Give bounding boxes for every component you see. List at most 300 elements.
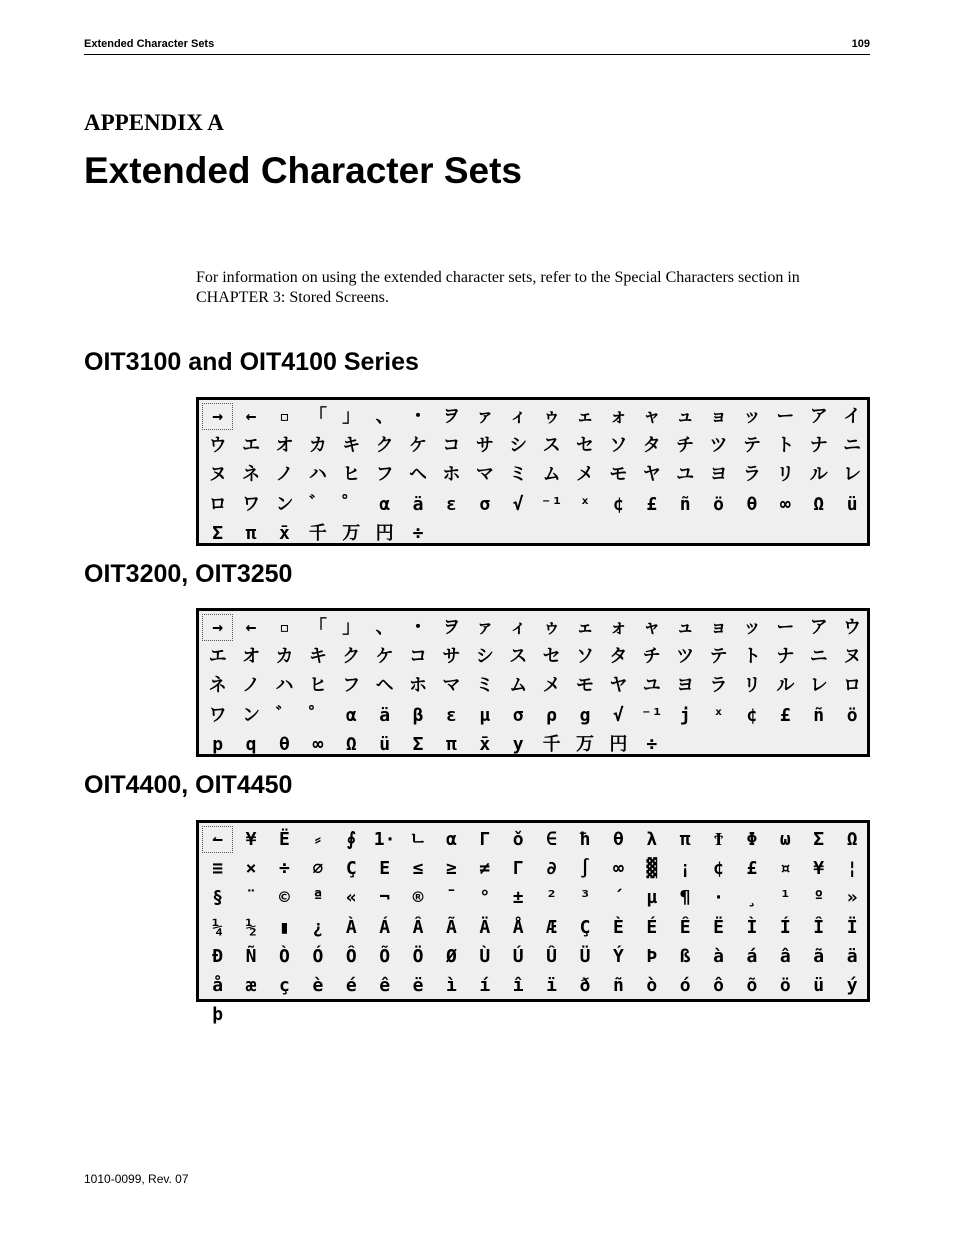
footer-doc-number: 1010-0099, Rev. 07 [84, 1172, 189, 1186]
char-cell: ユ [676, 464, 695, 486]
charset-box-oit3100 [196, 397, 870, 546]
char-cell: マ [475, 464, 494, 486]
char-cell: ó [679, 975, 691, 997]
char-cell: θ [612, 828, 624, 850]
char-cell: â [779, 945, 791, 967]
char-cell: ↼ [201, 825, 234, 854]
char-cell: ツ [676, 645, 695, 667]
char-cell: α [379, 493, 391, 515]
char-cell: λ [646, 828, 658, 850]
char-cell: ² [546, 887, 558, 909]
char-cell: ヤ [609, 675, 628, 697]
char-cell: ー [776, 616, 795, 638]
char-cell: α [446, 828, 457, 850]
char-cell: £ [746, 857, 758, 879]
char-cell: ρ [546, 704, 558, 726]
char-cell: ¡ [679, 857, 691, 879]
char-cell: Ï [846, 916, 858, 938]
char-cell: É [646, 916, 658, 938]
char-cell: ㄴ [409, 828, 427, 850]
appendix-label: APPENDIX A [84, 110, 224, 135]
char-cell: ・ [409, 616, 428, 638]
char-cell: ∞ [312, 733, 324, 755]
page-title: Extended Character Sets [84, 150, 523, 191]
page-number: 109 [851, 38, 870, 50]
char-cell: σ [512, 704, 524, 726]
char-cell: Ô [345, 945, 357, 967]
char-cell: ン [275, 493, 294, 515]
char-cell: Ò [279, 945, 290, 967]
char-cell: ヒ [342, 464, 361, 486]
char-cell: ル [809, 464, 828, 486]
char-cell: モ [609, 464, 628, 486]
char-cell: ≠ [479, 857, 491, 879]
char-cell: ・ [409, 405, 428, 427]
char-cell: ネ [208, 675, 227, 697]
char-cell: Ý [612, 945, 624, 967]
charset-box-oit3200 [196, 608, 870, 757]
char-cell: ォ [609, 616, 628, 638]
char-cell: Û [546, 945, 558, 967]
char-cell: θ [746, 493, 758, 515]
char-cell: ï [546, 975, 558, 997]
char-cell: á [746, 945, 758, 967]
char-cell: ∞ [612, 857, 624, 879]
char-cell: チ [676, 434, 695, 456]
char-cell: ニ [843, 434, 862, 456]
charset-grid [199, 823, 867, 1030]
char-cell: ケ [375, 645, 394, 667]
char-cell: 」 [342, 405, 361, 427]
char-cell: リ [776, 464, 795, 486]
char-cell: Ë [279, 828, 290, 850]
char-cell: ö [779, 975, 791, 997]
char-cell: シ [509, 434, 528, 456]
char-cell: È [612, 916, 624, 938]
char-cell: ト [742, 645, 761, 667]
char-cell: ャ [642, 616, 661, 638]
char-cell: ネ [242, 464, 261, 486]
char-cell: ア [809, 616, 828, 638]
char-cell: ð [579, 975, 591, 997]
char-cell: π [446, 733, 457, 755]
char-cell: ィ [509, 616, 528, 638]
char-cell: ヨ [676, 675, 695, 697]
char-cell: 万 [575, 733, 594, 755]
char-cell: ミ [509, 464, 528, 486]
char-cell: ħ [579, 828, 591, 850]
char-cell: ç [279, 975, 290, 997]
char-cell: サ [475, 434, 494, 456]
char-cell: 千 [308, 522, 327, 544]
char-cell: 、 [375, 616, 394, 638]
char-cell: π [245, 522, 257, 544]
char-cell: ァ [475, 616, 494, 638]
char-cell: ゜ [342, 493, 361, 515]
char-cell: þ [212, 1004, 224, 1026]
char-cell: Ã [446, 916, 457, 938]
char-cell: Σ [813, 828, 825, 850]
char-cell: Â [412, 916, 424, 938]
char-cell: ハ [275, 675, 294, 697]
char-cell: オ [275, 434, 294, 456]
char-cell: ∅ [312, 857, 324, 879]
char-cell: ホ [442, 464, 461, 486]
char-cell: ヌ [208, 464, 227, 486]
char-cell: ョ [709, 405, 728, 427]
char-cell: Ω [846, 828, 858, 850]
char-cell: x̄ [279, 522, 290, 544]
char-cell: é [345, 975, 357, 997]
char-cell: ゜ [308, 704, 327, 726]
char-cell: î [512, 975, 524, 997]
section-heading-oit3100: OIT3100 and OIT4100 Series [84, 348, 419, 376]
char-cell: カ [275, 645, 294, 667]
char-cell: ニ [809, 645, 828, 667]
char-cell: ム [542, 464, 561, 486]
char-cell: ¯ [446, 887, 457, 909]
char-cell: ∂ [546, 857, 558, 879]
char-cell: ° [479, 887, 491, 909]
char-cell: セ [542, 645, 561, 667]
char-cell: ´ [612, 887, 624, 909]
char-cell: テ [709, 645, 728, 667]
char-cell: ¸ [746, 887, 758, 909]
char-cell: ñ [679, 493, 691, 515]
char-cell: å [212, 975, 224, 997]
char-cell: 「 [308, 616, 327, 638]
char-cell: æ [245, 975, 257, 997]
char-cell: Ú [512, 945, 524, 967]
char-cell: ¦ [846, 857, 858, 879]
intro-paragraph: For information on using the extended character sets, refer to the Special Characters section in CHAPTER 3: Stored Screens. [196, 269, 800, 306]
char-cell: ü [813, 975, 825, 997]
char-cell: ゛ [308, 493, 327, 515]
char-cell: ò [646, 975, 658, 997]
char-cell: ユ [642, 675, 661, 697]
char-cell: Ë [713, 916, 724, 938]
char-cell: モ [575, 675, 594, 697]
char-cell: ▫ [279, 616, 290, 638]
char-cell: Þ [646, 945, 658, 967]
char-cell: ¼ [212, 916, 224, 938]
char-cell: ッ [742, 616, 761, 638]
char-cell: 、 [375, 405, 394, 427]
char-cell: Σ [412, 733, 424, 755]
running-header [84, 38, 870, 55]
char-cell: ⸗ [314, 828, 321, 850]
char-cell: ¶ [679, 887, 691, 909]
char-cell: ≤ [412, 857, 424, 879]
char-cell: 万 [342, 522, 361, 544]
char-cell: √ [512, 493, 524, 515]
char-cell: ε [446, 704, 457, 726]
char-cell: マ [442, 675, 461, 697]
char-cell: タ [642, 434, 661, 456]
char-cell: Ñ [245, 945, 257, 967]
char-cell: ワ [208, 704, 227, 726]
section-heading-oit4400: OIT4400, OIT4450 [84, 771, 293, 799]
char-cell: ⁻¹ [640, 704, 663, 726]
char-cell: ュ [676, 616, 695, 638]
char-cell: σ [479, 493, 491, 515]
char-cell: × [245, 857, 257, 879]
char-cell: テ [742, 434, 761, 456]
char-cell: ウ [208, 434, 227, 456]
charset-grid [199, 400, 867, 548]
char-cell: ゛ [275, 704, 294, 726]
char-cell: ロ [843, 675, 862, 697]
char-cell: キ [342, 434, 361, 456]
char-cell: Ì [746, 916, 758, 938]
char-cell: ヨ [709, 464, 728, 486]
char-cell: ィ [509, 405, 528, 427]
char-cell: Î [813, 916, 825, 938]
char-cell: ヘ [409, 464, 428, 486]
char-cell: ñ [612, 975, 624, 997]
char-cell: » [846, 887, 858, 909]
char-cell: ∫ [579, 857, 591, 879]
char-cell: ミ [475, 675, 494, 697]
char-cell: ≥ [446, 857, 457, 879]
char-cell: キ [308, 645, 327, 667]
char-cell: エ [208, 645, 227, 667]
char-cell: ク [375, 434, 394, 456]
char-cell: ß [679, 945, 691, 967]
char-cell: メ [575, 464, 594, 486]
char-cell: ¢ [713, 857, 724, 879]
section-heading-oit3200: OIT3200, OIT3250 [84, 560, 293, 588]
char-cell: ツ [709, 434, 728, 456]
char-cell: 円 [375, 522, 394, 544]
char-cell: 」 [342, 616, 361, 638]
char-cell: Ç [345, 857, 357, 879]
char-cell: Γ [479, 828, 491, 850]
char-cell: ャ [642, 405, 661, 427]
char-cell: ¤ [779, 857, 791, 879]
char-cell: 「 [308, 405, 327, 427]
char-cell: メ [542, 675, 561, 697]
char-cell: ァ [475, 405, 494, 427]
char-cell: ˣ [713, 704, 724, 726]
char-cell: Õ [379, 945, 391, 967]
char-cell: £ [646, 493, 658, 515]
char-cell: Á [379, 916, 391, 938]
char-cell: ス [509, 645, 528, 667]
char-cell: ¿ [312, 916, 324, 938]
char-cell: Å [512, 916, 524, 938]
char-cell: ソ [609, 434, 628, 456]
char-cell: ナ [809, 434, 828, 456]
char-cell: サ [442, 645, 461, 667]
char-cell: ã [813, 945, 825, 967]
char-cell: è [312, 975, 324, 997]
char-cell: シ [475, 645, 494, 667]
char-cell: ε [446, 493, 457, 515]
char-cell: ü [846, 493, 858, 515]
char-cell: E [379, 857, 391, 879]
char-cell: ー [776, 405, 795, 427]
char-cell: ← [245, 616, 257, 638]
char-cell: í [479, 975, 491, 997]
char-cell: £ [779, 704, 791, 726]
char-cell: ½ [245, 916, 257, 938]
char-cell: ý [846, 975, 858, 997]
charset-grid [199, 611, 867, 759]
char-cell: ュ [676, 405, 695, 427]
char-cell: Ð [212, 945, 224, 967]
char-cell: ñ [813, 704, 825, 726]
char-cell: √ [612, 704, 624, 726]
char-cell: ¬ [379, 887, 391, 909]
char-cell: ▫ [279, 405, 290, 427]
char-cell: 1· [373, 828, 396, 850]
char-cell: ÷ [279, 857, 290, 879]
char-cell: リ [742, 675, 761, 697]
char-cell: ∈ [546, 828, 558, 850]
char-cell: y [512, 733, 524, 755]
char-cell: エ [242, 434, 261, 456]
char-cell: Ø [446, 945, 457, 967]
char-cell: オ [242, 645, 261, 667]
char-cell: Ç [579, 916, 591, 938]
char-cell: ▮ [279, 916, 290, 938]
char-cell: ェ [575, 616, 594, 638]
char-cell: ä [846, 945, 858, 967]
char-cell: ¹ [779, 887, 791, 909]
char-cell: « [345, 887, 357, 909]
char-cell: · [713, 887, 724, 909]
char-cell: ホ [409, 675, 428, 697]
char-cell: ³ [579, 887, 591, 909]
char-cell: ク [342, 645, 361, 667]
char-cell: ヒ [308, 675, 327, 697]
char-cell: p [212, 733, 224, 755]
char-cell: ェ [575, 405, 594, 427]
char-cell: À [345, 916, 357, 938]
char-cell: ウ [843, 616, 862, 638]
char-cell: ˣ [579, 493, 591, 515]
char-cell: ë [412, 975, 424, 997]
char-cell: コ [442, 434, 461, 456]
char-cell: § [212, 887, 224, 909]
char-cell: ゥ [542, 616, 561, 638]
char-cell: θ [279, 733, 290, 755]
char-cell: õ [746, 975, 758, 997]
char-cell: フ [375, 464, 394, 486]
char-cell: Ω [813, 493, 825, 515]
char-cell: ハ [308, 464, 327, 486]
char-cell: © [279, 887, 290, 909]
char-cell: ∞ [779, 493, 791, 515]
char-cell: ω [779, 828, 791, 850]
char-cell: ö [713, 493, 724, 515]
char-cell: コ [409, 645, 428, 667]
char-cell: j [679, 704, 691, 726]
char-cell: ナ [776, 645, 795, 667]
char-cell: ä [412, 493, 424, 515]
char-cell: イ [843, 405, 862, 427]
char-cell: Ê [679, 916, 691, 938]
char-cell: x̄ [479, 733, 491, 755]
char-cell: Ù [479, 945, 491, 967]
char-cell: ソ [575, 645, 594, 667]
char-cell: ª [312, 887, 324, 909]
char-cell: ラ [709, 675, 728, 697]
char-cell: ゥ [542, 405, 561, 427]
char-cell: ヲ [442, 405, 461, 427]
char-cell: Φ [746, 828, 758, 850]
header-title: Extended Character Sets [84, 38, 215, 50]
char-cell: レ [843, 464, 862, 486]
char-cell: º [813, 887, 825, 909]
char-cell: ム [509, 675, 528, 697]
char-cell: ト [776, 434, 795, 456]
char-cell: à [713, 945, 724, 967]
char-cell: ル [776, 675, 795, 697]
char-cell: ê [379, 975, 391, 997]
char-cell: → [201, 402, 234, 431]
char-cell: Ó [312, 945, 324, 967]
char-cell: タ [609, 645, 628, 667]
char-cell: ▓ [646, 857, 658, 879]
char-cell: Ö [412, 945, 424, 967]
char-cell: ± [512, 887, 524, 909]
char-cell: ∮ [346, 828, 356, 850]
char-cell: ô [713, 975, 724, 997]
char-cell: 円 [609, 733, 628, 755]
char-cell: ノ [275, 464, 294, 486]
char-cell: ä [379, 704, 391, 726]
char-cell: ® [412, 887, 424, 909]
char-cell: チ [642, 645, 661, 667]
char-cell: Ä [479, 916, 491, 938]
char-cell: μ [479, 704, 491, 726]
char-cell: ← [245, 405, 257, 427]
char-cell: ワ [242, 493, 261, 515]
char-cell: β [412, 704, 424, 726]
char-cell: ラ [742, 464, 761, 486]
char-cell: フ [342, 675, 361, 697]
char-cell: ö [846, 704, 858, 726]
char-cell: Ω [345, 733, 357, 755]
char-cell: ÷ [646, 733, 658, 755]
char-cell: レ [809, 675, 828, 697]
char-cell: ü [379, 733, 391, 755]
char-cell: ヤ [642, 464, 661, 486]
char-cell: ア [809, 405, 828, 427]
char-cell: Æ [546, 916, 558, 938]
char-cell: ÷ [412, 522, 424, 544]
char-cell: ヌ [843, 645, 862, 667]
char-cell: → [201, 613, 234, 642]
char-cell: 千 [542, 733, 561, 755]
char-cell: ロ [208, 493, 227, 515]
char-cell: Γ [512, 857, 524, 879]
char-cell: ¨ [245, 887, 257, 909]
char-cell: ッ [742, 405, 761, 427]
char-cell: ¥ [813, 857, 825, 879]
char-cell: ォ [609, 405, 628, 427]
char-cell: カ [308, 434, 327, 456]
char-cell: g [579, 704, 591, 726]
char-cell: ケ [409, 434, 428, 456]
char-cell: α [345, 704, 357, 726]
char-cell: Í [779, 916, 791, 938]
char-cell: Ϯ [713, 828, 724, 850]
char-cell: µ [646, 887, 658, 909]
char-cell: Ü [579, 945, 591, 967]
